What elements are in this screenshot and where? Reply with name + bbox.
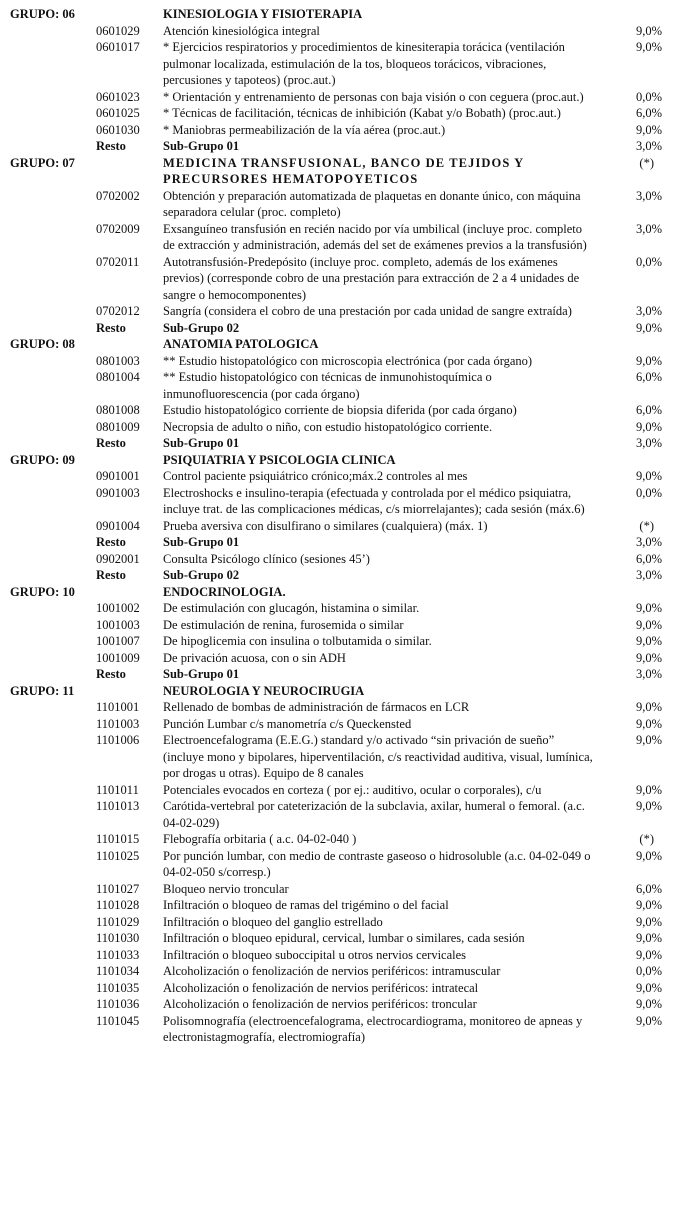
item-description: Obtención y preparación automatizada de plaquetas en donante único, con máquina separadora celular (proc. completo) xyxy=(163,188,581,219)
item-row xyxy=(0,23,698,40)
item-description: Alcoholización o fenolización de nervios periféricos: intratecal xyxy=(163,980,479,995)
item-rate: 3,0% xyxy=(635,568,662,582)
item-rate: 9,0% xyxy=(635,122,662,137)
item-description: Sub-Grupo 02 xyxy=(163,320,240,335)
item-description: Alcoholización o fenolización de nervios periféricos: intramuscular xyxy=(163,964,501,978)
item-code: 0601023 xyxy=(96,89,140,104)
item-description: * Ejercicios respiratorios y procedimientos de kinesiterapia torácica (ventilación pulmonar localizada, estimulación de la tos, bloqueos torácicos, vibraciones, percusiones y tapoteos) (proc.aut.) xyxy=(163,40,565,87)
item-row xyxy=(0,369,698,402)
item-description: Infiltración o bloqueo epidural, cervical, lumbar o similares, cada sesión xyxy=(163,931,525,945)
item-row xyxy=(0,188,698,221)
item-rate: 0,0% xyxy=(635,964,662,978)
item-rate: 9,0% xyxy=(635,799,662,813)
item-description: Estudio histopatológico corriente de biopsia diferida (por cada órgano) xyxy=(163,403,517,417)
group-header-row xyxy=(0,452,698,469)
group-title: ENDOCRINOLOGIA. xyxy=(163,584,286,599)
item-rate: 9,0% xyxy=(635,848,662,863)
item-rate: 9,0% xyxy=(635,914,662,929)
item-code: 0702002 xyxy=(96,188,140,203)
item-code: 1101027 xyxy=(96,881,140,896)
item-code: Resto xyxy=(96,139,126,153)
group-header-row xyxy=(0,6,698,23)
item-code: Resto xyxy=(96,667,126,681)
group-title: ANATOMIA PATOLOGICA xyxy=(163,337,319,351)
item-row xyxy=(0,402,698,419)
item-description: De estimulación con glucagón, histamina o similar. xyxy=(163,601,420,615)
subgroup-row xyxy=(0,435,698,452)
item-code: 0801008 xyxy=(96,403,140,417)
item-description: Sub-Grupo 02 xyxy=(163,568,240,582)
item-row xyxy=(0,650,698,667)
item-rate: 6,0% xyxy=(635,551,662,566)
item-code: 0601030 xyxy=(96,122,140,137)
item-code: 0902001 xyxy=(96,551,140,566)
item-description: Bloqueo nervio troncular xyxy=(163,881,289,896)
item-code: 0901004 xyxy=(96,518,140,533)
item-rate: 9,0% xyxy=(635,469,662,483)
item-description: Control paciente psiquiátrico crónico;máx.2 controles al mes xyxy=(163,469,468,483)
item-code: 0601017 xyxy=(96,40,140,54)
item-code: Resto xyxy=(96,436,126,450)
item-row xyxy=(0,221,698,254)
item-row xyxy=(0,468,698,485)
item-description: Punción Lumbar c/s manometría c/s Queckensted xyxy=(163,716,412,731)
item-code: 1101029 xyxy=(96,914,140,929)
item-code: 0801009 xyxy=(96,419,140,434)
item-rate: 9,0% xyxy=(635,997,662,1011)
subgroup-row xyxy=(0,320,698,337)
item-description: * Técnicas de facilitación, técnicas de inhibición (Kabat y/o Bobath) (proc.aut.) xyxy=(163,106,561,120)
item-rate: 6,0% xyxy=(635,370,662,384)
item-description: Exsanguíneo transfusión en recién nacido por vía umbilical (incluye proc. completo de extracción y administración, además del set de exámenes previos a la transfusión) xyxy=(163,221,587,252)
item-description: Rellenado de bombas de administración de fármacos en LCR xyxy=(163,700,470,714)
item-row xyxy=(0,848,698,881)
item-row xyxy=(0,798,698,831)
item-rate: 9,0% xyxy=(635,650,662,665)
item-code: 1001003 xyxy=(96,617,140,632)
item-row xyxy=(0,419,698,436)
item-code: 1001002 xyxy=(96,601,140,615)
item-code: 0601029 xyxy=(96,23,140,38)
group-title: PSIQUIATRIA Y PSICOLOGIA CLINICA xyxy=(163,452,396,467)
group-label: GRUPO: 07 xyxy=(10,155,75,170)
item-row xyxy=(0,732,698,782)
item-code: 1101045 xyxy=(96,1013,140,1028)
item-rate: 0,0% xyxy=(635,254,662,269)
item-description: Infiltración o bloqueo suboccipital u otros nervios cervicales xyxy=(163,947,467,962)
item-code: 1101034 xyxy=(96,964,140,978)
item-rate: 9,0% xyxy=(635,931,662,945)
item-rate: 0,0% xyxy=(635,89,662,104)
item-rate: 9,0% xyxy=(635,716,662,731)
item-rate: 9,0% xyxy=(635,634,662,648)
item-code: 0702009 xyxy=(96,221,140,236)
item-row xyxy=(0,996,698,1013)
item-code: 1101025 xyxy=(96,848,140,863)
item-code: 1101030 xyxy=(96,931,140,945)
item-row xyxy=(0,881,698,898)
item-description: Sub-Grupo 01 xyxy=(163,139,240,153)
group-header-row xyxy=(0,336,698,353)
item-code: Resto xyxy=(96,535,126,549)
item-rate: 6,0% xyxy=(635,881,662,896)
item-row xyxy=(0,600,698,617)
item-description: ** Estudio histopatológico con técnicas de inmunohistoquímica o inmunofluorescencia (por cada órgano) xyxy=(163,370,492,401)
item-rate: 9,0% xyxy=(635,601,662,615)
item-rate: 3,0% xyxy=(635,139,662,153)
item-code: 0901001 xyxy=(96,469,140,483)
item-row xyxy=(0,980,698,997)
item-rate: 3,0% xyxy=(635,535,662,549)
item-row xyxy=(0,485,698,518)
item-description: ** Estudio histopatológico con microscopia electrónica (por cada órgano) xyxy=(163,353,533,368)
item-description: Sub-Grupo 01 xyxy=(163,535,240,549)
item-code: 0801003 xyxy=(96,353,140,368)
item-rate: 3,0% xyxy=(635,667,662,681)
item-rate: (*) xyxy=(639,518,654,533)
item-row xyxy=(0,963,698,980)
item-row xyxy=(0,551,698,568)
item-row xyxy=(0,39,698,89)
item-row xyxy=(0,947,698,964)
item-row xyxy=(0,518,698,535)
item-code: 1001007 xyxy=(96,634,140,648)
group-title: KINESIOLOGIA Y FISIOTERAPIA xyxy=(163,7,363,21)
item-rate: 9,0% xyxy=(635,40,662,54)
item-code: 1101001 xyxy=(96,700,140,714)
item-code: 1001009 xyxy=(96,650,140,665)
item-rate: 9,0% xyxy=(635,617,662,632)
item-description: Infiltración o bloqueo del ganglio estrellado xyxy=(163,914,383,929)
item-description: De hipoglicemia con insulina o tolbutamida o similar. xyxy=(163,634,432,648)
item-description: Infiltración o bloqueo de ramas del trigémino o del facial xyxy=(163,898,449,912)
item-row xyxy=(0,633,698,650)
item-row xyxy=(0,831,698,848)
item-row xyxy=(0,303,698,320)
item-row xyxy=(0,716,698,733)
group-label: GRUPO: 06 xyxy=(10,7,75,21)
item-row xyxy=(0,897,698,914)
item-rate: 9,0% xyxy=(635,1013,662,1028)
item-code: 1101028 xyxy=(96,898,140,912)
item-rate: 9,0% xyxy=(635,353,662,368)
item-code: 1101013 xyxy=(96,799,140,813)
group-label: GRUPO: 10 xyxy=(10,584,75,599)
item-code: 1101035 xyxy=(96,980,140,995)
item-row xyxy=(0,782,698,799)
group-title: MEDICINA TRANSFUSIONAL, BANCO DE TEJIDOS Y PRECURSORES HEMATOPOYETICOS xyxy=(163,155,524,186)
item-code: Resto xyxy=(96,320,126,335)
document-page xyxy=(0,6,698,1046)
item-rate: 9,0% xyxy=(635,700,662,714)
item-rate: 9,0% xyxy=(635,320,662,335)
item-description: De estimulación de renina, furosemida o similar xyxy=(163,617,404,632)
subgroup-row xyxy=(0,666,698,683)
item-description: Sangría (considera el cobro de una prestación por cada unidad de sangre extraída) xyxy=(163,304,572,318)
item-rate: 3,0% xyxy=(635,221,662,236)
item-rate: 9,0% xyxy=(635,23,662,38)
item-row xyxy=(0,699,698,716)
item-code: 1101011 xyxy=(96,782,139,797)
item-description: Consulta Psicólogo clínico (sesiones 45’) xyxy=(163,551,370,566)
item-rate: 6,0% xyxy=(635,106,662,120)
item-description: Carótida-vertebral por cateterización de la subclavia, axilar, humeral o femoral. (a.c. 04-02-029) xyxy=(163,799,585,830)
item-description: * Orientación y entrenamiento de personas con baja visión o con ceguera (proc.aut.) xyxy=(163,89,584,104)
item-rate: 9,0% xyxy=(635,980,662,995)
group-header-row xyxy=(0,683,698,700)
item-description: Flebografía orbitaria ( a.c. 04-02-040 ) xyxy=(163,832,357,846)
item-description: * Maniobras permeabilización de la vía aérea (proc.aut.) xyxy=(163,122,446,137)
item-code: 0702012 xyxy=(96,304,140,318)
item-row xyxy=(0,89,698,106)
item-code: 1101006 xyxy=(96,733,140,747)
item-description: Electroshocks e insulino-terapia (efectuada y controlada por el médico psiquiatra, incluye trat. de las complicaciones médicas, c/s miorrelajantes); cada sesión (máx.6) xyxy=(163,485,585,516)
group-title: NEUROLOGIA Y NEUROCIRUGIA xyxy=(163,683,365,698)
item-row xyxy=(0,254,698,304)
item-code: 0901003 xyxy=(96,485,140,500)
item-description: Electroencefalograma (E.E.G.) standard y/o activado “sin privación de sueño” (incluye mono y bipolares, hiperventilación, c/s reactividad auditiva, visual, lumínica, por drogas u otras). Equipo de 8 canales xyxy=(163,733,593,780)
item-rate: 9,0% xyxy=(635,782,662,797)
item-code: 1101015 xyxy=(96,832,140,846)
item-description: Alcoholización o fenolización de nervios periféricos: troncular xyxy=(163,997,477,1011)
item-row xyxy=(0,930,698,947)
item-code: Resto xyxy=(96,568,126,582)
item-description: Potenciales evocados en corteza ( por ej.: auditivo, ocular o corporales), c/u xyxy=(163,782,542,797)
item-description: Sub-Grupo 01 xyxy=(163,436,240,450)
item-description: Necropsia de adulto o niño, con estudio histopatológico corriente. xyxy=(163,419,493,434)
subgroup-row xyxy=(0,138,698,155)
subgroup-row xyxy=(0,534,698,551)
item-row xyxy=(0,1013,698,1046)
item-rate: 6,0% xyxy=(635,403,662,417)
item-code: 0601025 xyxy=(96,106,140,120)
item-description: Autotransfusión-Predepósito (incluye proc. completo, además de los exámenes previos) (corresponde cobro de una prestación para extracción de 2 a 4 unidades de sangre o hemocomponentes) xyxy=(163,254,580,302)
item-description: Polisomnografía (electroencefalograma, electrocardiograma, monitoreo de apneas y electronistagmografía, electromiografía) xyxy=(163,1013,583,1044)
item-rate: 3,0% xyxy=(635,436,662,450)
item-rate: 9,0% xyxy=(635,733,662,747)
item-code: 1101036 xyxy=(96,997,140,1011)
item-rate: 3,0% xyxy=(635,304,662,318)
item-rate: 9,0% xyxy=(635,419,662,434)
group-label: GRUPO: 08 xyxy=(10,337,75,351)
item-description: De privación acuosa, con o sin ADH xyxy=(163,650,346,665)
group-label: GRUPO: 09 xyxy=(10,452,75,467)
group-header-row xyxy=(0,155,698,188)
subgroup-row xyxy=(0,567,698,584)
item-rate: 0,0% xyxy=(635,485,662,500)
item-row xyxy=(0,105,698,122)
group-label: GRUPO: 11 xyxy=(10,683,75,698)
item-rate: 9,0% xyxy=(635,898,662,912)
item-description: Sub-Grupo 01 xyxy=(163,667,240,681)
group-rate: (*) xyxy=(639,155,654,170)
item-description: Atención kinesiológica integral xyxy=(163,23,320,38)
item-code: 0801004 xyxy=(96,370,140,384)
item-description: Por punción lumbar, con medio de contraste gaseoso o hidrosoluble (a.c. 04-02-049 o 04-02-050 s/corresp.) xyxy=(163,848,591,879)
item-rate: 3,0% xyxy=(635,188,662,203)
item-row xyxy=(0,353,698,370)
group-header-row xyxy=(0,584,698,601)
item-row xyxy=(0,122,698,139)
item-code: 1101033 xyxy=(96,947,140,962)
item-rate: (*) xyxy=(639,832,654,846)
item-description: Prueba aversiva con disulfirano o similares (cualquiera) (máx. 1) xyxy=(163,518,488,533)
item-row xyxy=(0,617,698,634)
item-rate: 9,0% xyxy=(635,947,662,962)
item-code: 0702011 xyxy=(96,254,140,269)
item-row xyxy=(0,914,698,931)
item-code: 1101003 xyxy=(96,716,140,731)
